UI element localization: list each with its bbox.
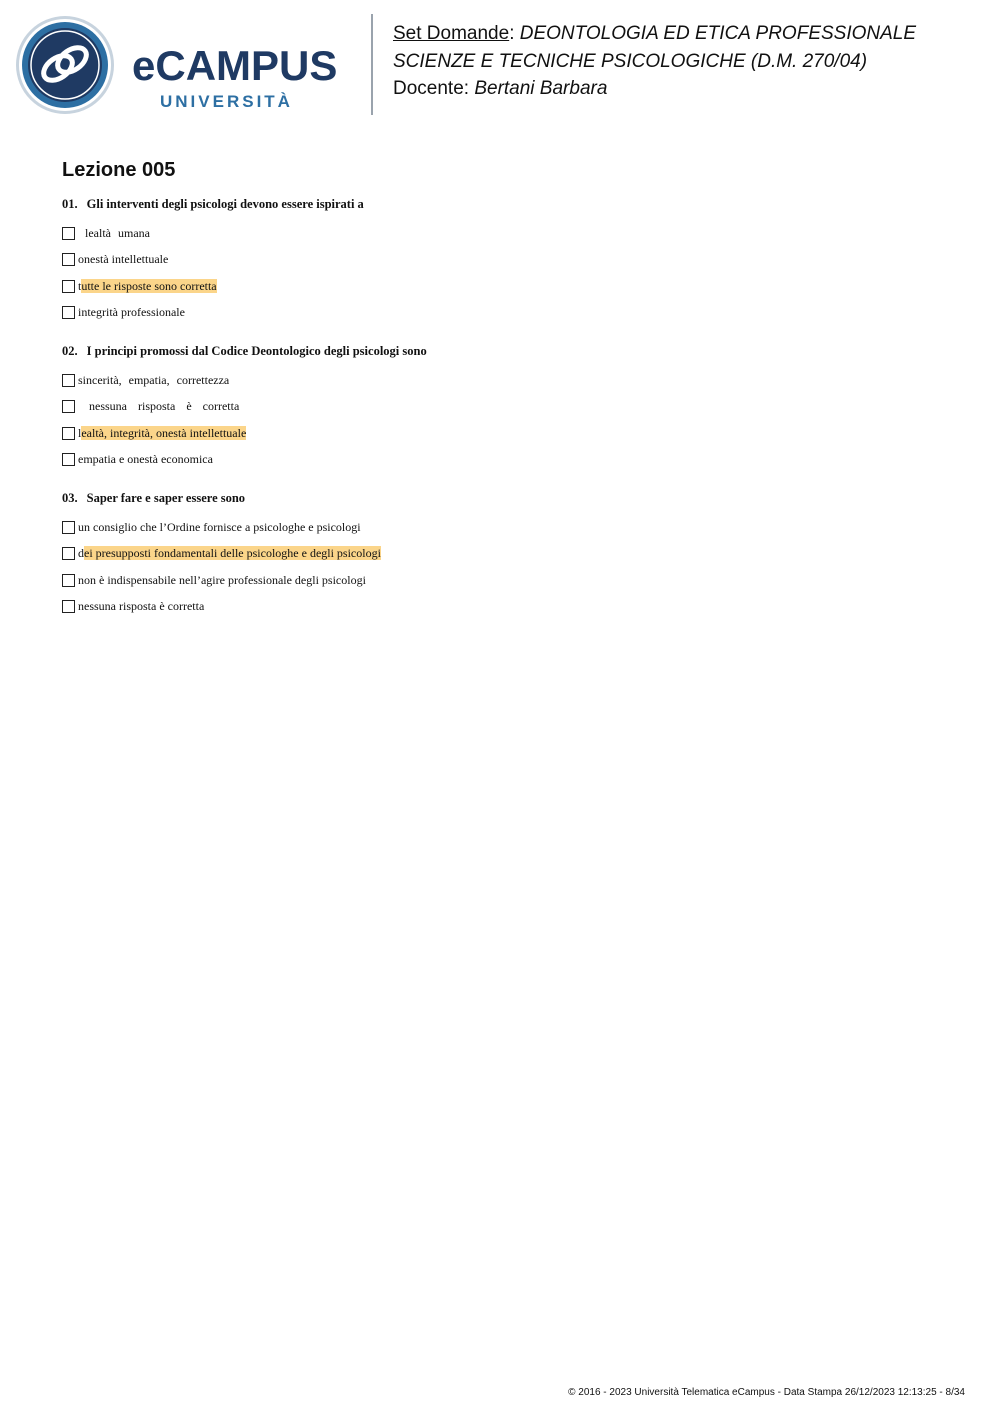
set-separator: : [509, 23, 520, 44]
answer-option[interactable] [62, 394, 762, 421]
course-program: SCIENZE E TECNICHE PSICOLOGICHE (D.M. 270/04) [393, 50, 868, 72]
question-03 [62, 489, 762, 620]
checkbox[interactable] [62, 306, 75, 319]
answer-option[interactable] [62, 447, 762, 474]
answer-option[interactable] [62, 594, 762, 621]
checkbox[interactable] [62, 280, 75, 293]
answer-option[interactable] [62, 567, 762, 594]
answer-options [62, 514, 762, 620]
question-text [62, 489, 762, 507]
question-number: 01. [62, 197, 78, 211]
question-number: 02. [62, 344, 78, 358]
checkbox[interactable] [62, 374, 75, 387]
checkbox[interactable] [62, 547, 75, 560]
answer-label: un consiglio che l’Ordine fornisce a psicologhe e psicologi [78, 519, 361, 534]
answer-label: lealtà, integrità, onestà intellettuale [78, 425, 247, 440]
lesson-title: Lezione 005 [62, 159, 176, 181]
answer-option-correct[interactable] [62, 541, 762, 568]
question-text [62, 342, 762, 360]
checkbox[interactable] [62, 427, 75, 440]
question-text [62, 195, 762, 213]
answer-label: dei presupposti fondamentali delle psicologhe e degli psicologi [78, 546, 381, 561]
page-footer: © 2016 - 2023 Università Telematica eCampus - Data Stampa 26/12/2023 12:13:25 - 8/34 [568, 1387, 965, 1398]
answer-options [62, 220, 762, 326]
checkbox[interactable] [62, 574, 75, 587]
answer-option[interactable] [62, 514, 762, 541]
answer-option[interactable] [62, 367, 762, 394]
answer-label: onestà intellettuale [78, 252, 169, 267]
course-title-line [393, 20, 916, 48]
question-02 [62, 342, 762, 473]
highlighted-answer: ei presupposti fondamentali delle psicologhe e degli psicologi [84, 546, 381, 561]
question-prompt: I principi promossi dal Codice Deontologico degli psicologi sono [86, 344, 427, 358]
checkbox[interactable] [62, 253, 75, 266]
ecampus-seal-icon [16, 16, 114, 114]
answer-label: non è indispensabile nell’agire professionale degli psicologi [78, 572, 366, 587]
answer-label: integrità professionale [78, 305, 185, 320]
logo-subtitle: UNIVERSITÀ [160, 92, 293, 111]
answer-label: sincerità, empatia, correttezza [78, 372, 230, 387]
answer-label: lealtà umana [85, 225, 150, 240]
answer-label: tutte le risposte sono corretta [78, 278, 217, 293]
answer-option[interactable] [62, 247, 762, 274]
question-01 [62, 195, 762, 326]
teacher-label: Docente: [393, 78, 475, 99]
checkbox[interactable] [62, 453, 75, 466]
answer-option[interactable] [62, 220, 762, 247]
checkbox[interactable] [62, 521, 75, 534]
answer-options [62, 367, 762, 473]
logo-wordmark: eCAMPUS [132, 42, 338, 89]
question-number: 03. [62, 491, 78, 505]
answer-label: nessuna risposta è corretta [89, 399, 240, 414]
question-prompt: Gli interventi degli psicologi devono essere ispirati a [86, 197, 364, 211]
question-prompt: Saper fare e saper essere sono [86, 491, 246, 505]
answer-option-correct[interactable] [62, 273, 762, 300]
answer-label: nessuna risposta è corretta [78, 599, 205, 614]
course-title: DEONTOLOGIA ED ETICA PROFESSIONALE [519, 23, 917, 44]
answer-label: empatia e onestà economica [78, 452, 213, 467]
highlighted-answer: ealtà, integrità, onestà intellettuale [81, 425, 247, 440]
highlighted-answer: utte le risposte sono corretta [81, 278, 217, 293]
checkbox[interactable] [62, 400, 75, 413]
teacher-name: Bertani Barbara [474, 78, 608, 99]
header-divider [371, 14, 373, 115]
answer-option[interactable] [62, 300, 762, 327]
answer-option-correct[interactable] [62, 420, 762, 447]
teacher-line [393, 75, 916, 103]
course-header [393, 20, 916, 103]
checkbox[interactable] [62, 600, 75, 613]
set-label: Set Domande [393, 23, 510, 44]
checkbox[interactable] [62, 227, 75, 240]
ecampus-logo [14, 14, 359, 116]
